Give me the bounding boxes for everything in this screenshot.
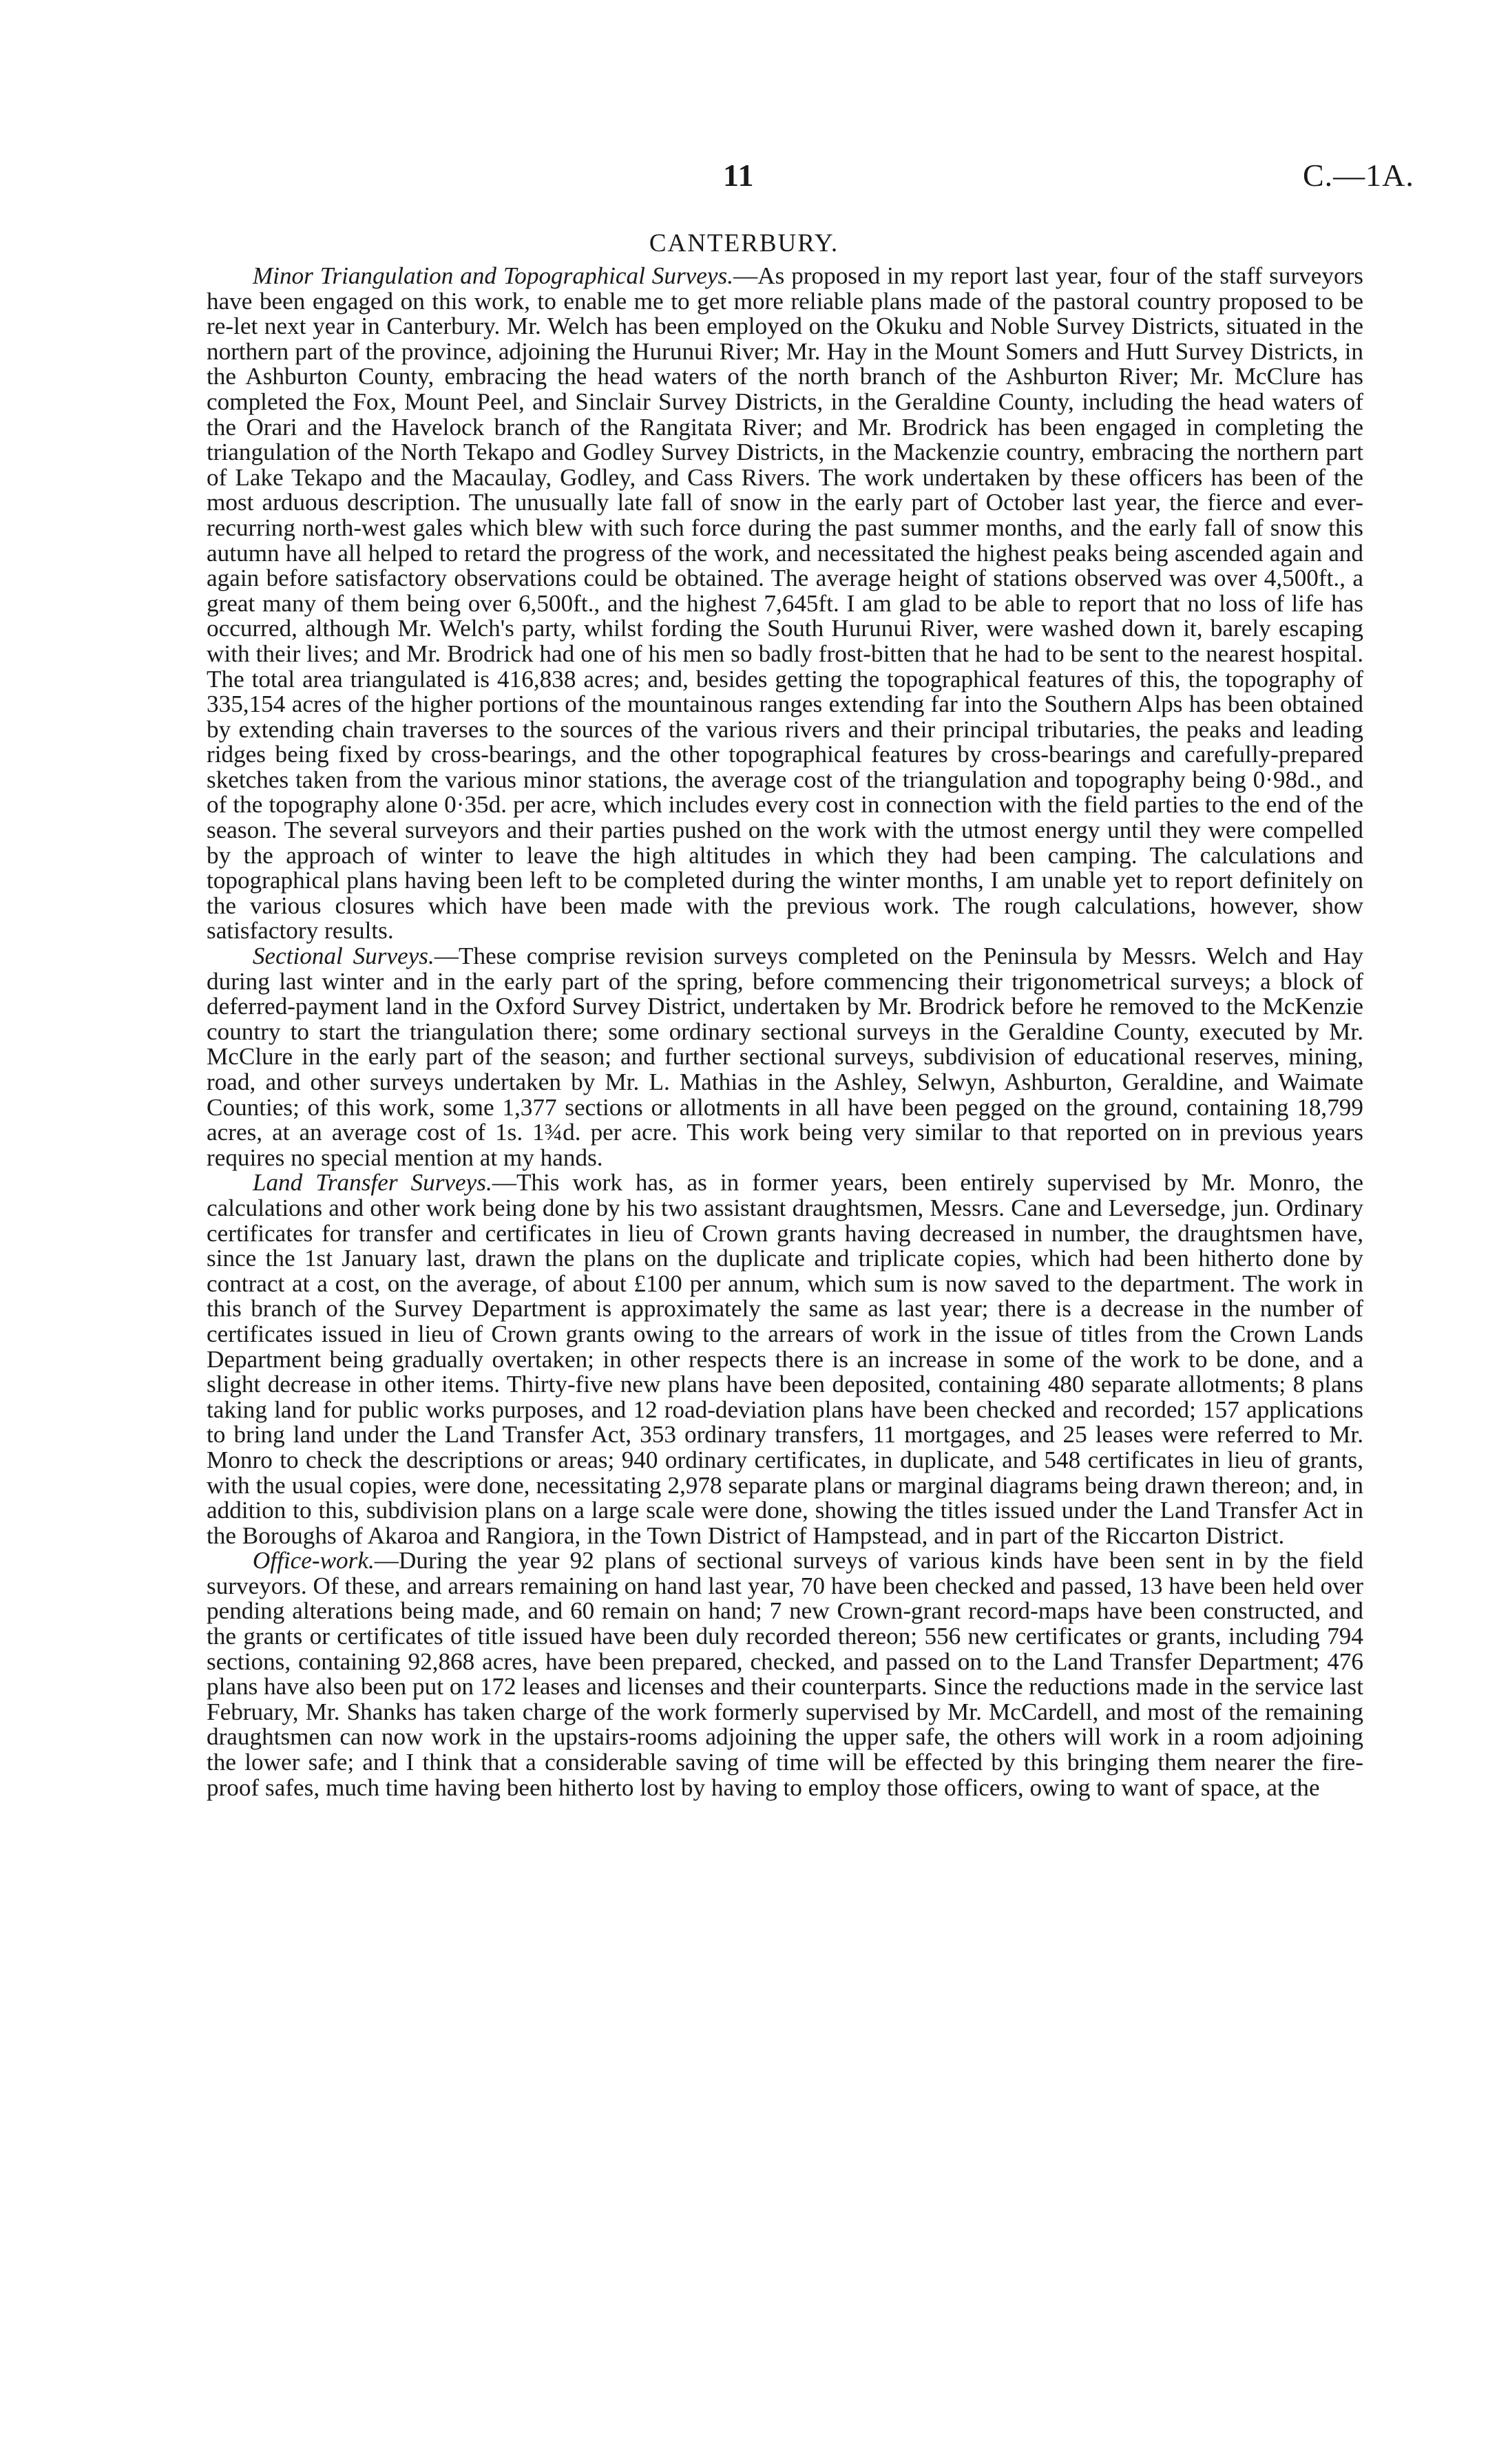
body-text <box>207 264 1363 1800</box>
page-number: 11 <box>723 158 755 193</box>
section-title: CANTERBURY. <box>649 229 839 257</box>
paragraph-office-work <box>207 1548 1363 1800</box>
document-reference: C.—1A. <box>1303 158 1414 193</box>
paragraph-land-transfer-surveys <box>207 1170 1363 1548</box>
paragraph-heading: Sectional Surveys. <box>252 943 434 970</box>
paragraph-text: —As proposed in my report last year, four of the staff surveyors have been engaged on this work, to enable me to get more reliable plans made of the pastoral country proposed to be re-let next year in Canterbury. Mr. Welch has been employed on the Okuku and Noble Survey Districts, situated in the northern part of the province, adjoining the Hurunui River; Mr. Hay in the Mount Somers and Hutt Survey Districts, in the Ashburton County, embracing the head waters of the north branch of the Ashburton River; Mr. McClure has completed the Fox, Mount Peel, and Sinclair Survey Districts, in the Geraldine County, including the head waters of the Orari and the Havelock branch of the Rangitata River; and Mr. Brodrick has been engaged in completing the triangulation of the North Tekapo and Godley Survey Districts, in the Mackenzie country, embracing the northern part of Lake Tekapo and the Macaulay, Godley, and Cass Rivers. The work undertaken by these officers has been of the most arduous description. The unusually late fall of snow in the early part of October last year, the fierce and ever-recurring north-west gales which blew with such force during the past summer months, and the early fall of snow this autumn have all helped to retard the progress of the work, and necessitated the highest peaks being ascended again and again before satisfactory observations could be obtained. The average height of stations observed was over 4,500ft., a great many of them being over 6,500ft., and the highest 7,645ft. I am glad to be able to report that no loss of life has occurred, although Mr. Welch's party, whilst fording the South Hurunui River, were washed down it, barely escaping with their lives; and Mr. Brodrick had one of his men so badly frost-bitten that he had to be sent to the nearest hospital. The total area triangulated is 416,838 acres; and, besides getting the topographical features of this, the topography of 335,154 acres of the higher portions of the mountainous ranges extending far into the Southern Alps has been obtained by extending chain traverses to the sources of the various rivers and their principal tributaries, the peaks and leading ridges being fixed by cross-bearings, and the other topographical features by cross-bearings and carefully-prepared sketches taken from the various minor stations, the average cost of the triangulation and topography being 0·98d., and of the topography alone 0·35d. per acre, which includes every cost in connection with the field parties to the end of the season. The several surveyors and their parties pushed on the work with the utmost energy until they were compelled by the approach of winter to leave the high altitudes in which they had been camping. The calculations and topographical plans having been left to be completed during the winter months, I am unable yet to report definitely on the various closures which have been made with the previous work. The rough calculations, however, show satisfactory results. <box>207 262 1363 945</box>
paragraph-minor-triangulation <box>207 264 1363 944</box>
paragraph-text: —This work has, as in former years, been entirely supervised by Mr. Monro, the calculations and other work being done by his two assistant draughtsmen, Messrs. Cane and Leversedge, jun. Ordinary certificates for transfer and certificates in lieu of Crown grants having decreased in number, the draughtsmen have, since the 1st January last, drawn the plans on the duplicate and triplicate copies, which had been hitherto done by contract at a cost, on the average, of about £100 per annum, which sum is now saved to the department. The work in this branch of the Survey Department is approximately the same as last year; there is a decrease in the number of certificates issued in lieu of Crown grants owing to the arrears of work in the issue of titles from the Crown Lands Department being gradually overtaken; in other respects there is an increase in some of the work to be done, and a slight decrease in other items. Thirty-five new plans have been deposited, containing 480 separate allotments; 8 plans taking land for public works purposes, and 12 road-deviation plans have been checked and recorded; 157 applications to bring land under the Land Transfer Act, 353 ordinary transfers, 11 mortgages, and 25 leases were referred to Mr. Monro to check the descriptions or areas; 940 ordinary certificates, in duplicate, and 548 certificates in lieu of grants, with the usual copies, were done, necessitating 2,978 separate plans or marginal diagrams being drawn thereon; and, in addition to this, subdivision plans on a large scale were done, showing the titles issued under the Land Transfer Act in the Boroughs of Akaroa and Rangiora, in the Town District of Hampstead, and in part of the Riccarton District. <box>207 1169 1363 1549</box>
paragraph-text: —These comprise revision surveys completed on the Peninsula by Messrs. Welch and Hay during last winter and in the early part of the spring, before commencing their trigonometrical surveys; a block of deferred-payment land in the Oxford Survey District, undertaken by Mr. Brodrick before he removed to the McKenzie country to start the triangulation there; some ordinary sectional surveys in the Geraldine County, executed by Mr. McClure in the early part of the season; and further sectional surveys, subdivision of educational reserves, mining, road, and other surveys undertaken by Mr. L. Mathias in the Ashley, Selwyn, Ashburton, Geraldine, and Waimate Counties; of this work, some 1,377 sections or allotments in all have been pegged on the ground, containing 18,799 acres, at an average cost of 1s. 1¾d. per acre. This work being very similar to that reported on in previous years requires no special mention at my hands. <box>207 943 1363 1171</box>
page-header <box>0 157 1488 205</box>
paragraph-sectional-surveys <box>207 944 1363 1170</box>
paragraph-heading: Minor Triangulation and Topographical Surveys. <box>252 262 733 289</box>
paragraph-heading: Land Transfer Surveys. <box>252 1169 492 1197</box>
paragraph-text: —During the year 92 plans of sectional surveys of various kinds have been sent in by the field surveyors. Of these, and arrears remaining on hand last year, 70 have been checked and passed, 13 have been held over pending alterations being made, and 60 remain on hand; 7 new Crown-grant record-maps have been constructed, and the grants or certificates of title issued have been duly recorded thereon; 556 new certificates or grants, including 794 sections, containing 92,868 acres, have been prepared, checked, and passed on to the Land Transfer Department; 476 plans have also been put on 172 leases and licenses and their counterparts. Since the reductions made in the service last February, Mr. Shanks has taken charge of the work formerly supervised by Mr. McCardell, and most of the remaining draughtsmen can now work in the upstairs-rooms adjoining the upper safe, the others will work in a room adjoining the lower safe; and I think that a considerable saving of time will be effected by this bringing them nearer the fire-proof safes, much time having been hitherto lost by having to employ those officers, owing to want of space, at the <box>207 1547 1363 1801</box>
paragraph-heading: Office-work. <box>252 1547 375 1575</box>
